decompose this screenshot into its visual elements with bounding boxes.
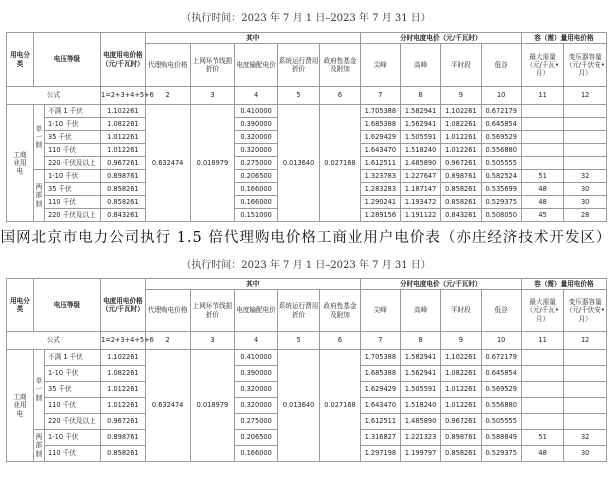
demand-cell: 48 [521,196,564,209]
header-proxy: 代理购电价格 [145,44,190,87]
flat-cell: 0.967261 [441,414,481,430]
transmission-cell: 0.151000 [235,209,278,222]
high-cell: 1.485890 [400,157,440,170]
transmission-cell: 0.410000 [235,350,278,366]
formula-c6: 6 [320,332,360,350]
demand-cell [521,350,564,366]
low-cell: 0.588849 [481,430,521,446]
formula-c2: 2 [145,87,190,105]
low-cell: 0.556880 [481,144,521,157]
formula-c8: 8 [400,87,440,105]
total-cell: 0.858261 [101,446,146,462]
peak-cell: 1.629429 [360,131,400,144]
demand-cell [521,144,564,157]
flat-cell: 0.858261 [441,196,481,209]
transmission-cell: 0.410000 [235,105,278,118]
header-category: 用电分类 [7,33,34,87]
low-cell: 0.556880 [481,398,521,414]
high-cell: 1.227647 [400,170,440,183]
capacity-cell: 28 [564,209,607,222]
capacity-cell: 32 [564,170,607,183]
flat-cell: 0.843261 [441,209,481,222]
low-cell: 0.505555 [481,157,521,170]
flat-cell: 1.012261 [441,398,481,414]
high-cell: 1.221323 [400,430,440,446]
voltage-cell: 1-10 千伏 [45,366,101,382]
header-capacity: 变压器容量（元/千伏安•月） [564,290,607,332]
capacity-cell [564,414,607,430]
peak-cell: 1.297198 [360,446,400,462]
voltage-cell: 35 千伏 [45,131,101,144]
execution-period-2: （执行时间：2023 年 7 月 1 日–2023 年 7 月 31 日） [181,260,431,271]
formula-c12: 12 [564,332,607,350]
proxy-price-cell: 0.632474 [145,350,190,462]
header-group-components: 其中 [145,279,360,290]
table-row [7,350,607,366]
category-cell: 工商业用电 [7,105,34,222]
flat-cell: 0.858261 [441,183,481,196]
header-grid: 上网环节线损折价 [190,44,235,87]
demand-cell [521,382,564,398]
demand-cell [521,118,564,131]
capacity-cell: 30 [564,446,607,462]
header-system: 系统运行费用折价 [277,290,320,332]
voltage-cell: 110 千伏 [45,446,101,462]
execution-period: （执行时间：2023 年 7 月 1 日–2023 年 7 月 31 日） [181,13,431,24]
header-peak: 尖峰 [360,290,400,332]
demand-cell [521,414,564,430]
high-cell: 1.582941 [400,350,440,366]
low-cell: 0.535699 [481,183,521,196]
formula-c7: 7 [360,87,400,105]
transmission-cell: 0.320000 [235,131,278,144]
header-voltage: 电压等级 [33,33,100,87]
capacity-cell [564,382,607,398]
header-demand: 最大需量（元/千瓦•月） [521,290,564,332]
transmission-cell: 0.206500 [235,170,278,183]
peak-cell: 1.685388 [360,366,400,382]
total-cell: 1.082261 [101,118,146,131]
low-cell: 0.645854 [481,118,521,131]
total-cell: 0.967261 [101,414,146,430]
demand-cell [521,131,564,144]
flat-cell: 0.858261 [441,446,481,462]
peak-cell: 1.685388 [360,118,400,131]
demand-cell [521,398,564,414]
transmission-cell: 0.275000 [235,414,278,430]
total-cell: 1.012261 [101,144,146,157]
header-flat: 平时段 [441,44,481,87]
gov-fund-cell: 0.027168 [320,350,360,462]
high-cell: 1.505591 [400,382,440,398]
flat-cell: 1.012261 [441,382,481,398]
transmission-cell: 0.166000 [235,446,278,462]
header-group-tou: 分时电度电价（元/千瓦时） [360,279,521,290]
formula-total: 1=2+3+4+5+6 [101,332,146,350]
transmission-cell: 0.320000 [235,398,278,414]
capacity-cell: 30 [564,183,607,196]
header-system: 系统运行费用折价 [277,44,320,87]
flat-cell: 1.012261 [441,144,481,157]
transmission-cell: 0.206500 [235,430,278,446]
transmission-cell: 0.320000 [235,144,278,157]
header-capacity: 变压器容量（元/千伏安•月） [564,44,607,87]
voltage-cell: 1-10 千伏 [45,170,101,183]
total-cell: 0.898761 [101,430,146,446]
formula-c8: 8 [400,332,440,350]
grid-loss-cell: 0.018979 [190,105,235,222]
formula-c9: 9 [441,87,481,105]
formula-c11: 11 [521,332,564,350]
demand-cell [521,105,564,118]
flat-cell: 1.082261 [441,118,481,131]
low-cell: 0.672179 [481,350,521,366]
header-group-tou: 分时电度电价（元/千瓦时） [360,33,521,44]
gov-fund-cell: 0.027168 [320,105,360,222]
flat-cell: 0.967261 [441,157,481,170]
flat-cell: 1.082261 [441,366,481,382]
proxy-price-cell: 0.632474 [145,105,190,222]
total-cell: 0.858261 [101,183,146,196]
total-cell: 1.012261 [101,131,146,144]
formula-c12: 12 [564,87,607,105]
header-grid: 上网环节线损折价 [190,290,235,332]
formula-c4: 4 [235,332,278,350]
capacity-cell [564,398,607,414]
capacity-cell [564,105,607,118]
low-cell: 0.645854 [481,366,521,382]
peak-cell: 1.289156 [360,209,400,222]
flat-cell: 1.102261 [441,350,481,366]
total-cell: 0.967261 [101,157,146,170]
high-cell: 1.562941 [400,366,440,382]
demand-cell [521,366,564,382]
high-cell: 1.193472 [400,196,440,209]
two-part-label: 两部制 [33,170,44,222]
flat-cell: 0.898761 [441,170,481,183]
high-cell: 1.518240 [400,398,440,414]
voltage-cell: 220 千伏及以上 [45,209,101,222]
second-table-title: 国网北京市电力公司执行 1.5 倍代理购电价格工商业用户电价表（亦庄经济技术开发区） [0,230,612,246]
total-cell: 1.012261 [101,382,146,398]
peak-cell: 1.643470 [360,398,400,414]
formula-c11: 11 [521,87,564,105]
header-high: 高峰 [400,44,440,87]
single-part-label: 单一制 [33,105,44,170]
total-cell: 1.082261 [101,366,146,382]
peak-cell: 1.705388 [360,350,400,366]
transmission-cell: 0.390000 [235,118,278,131]
formula-c7: 7 [360,332,400,350]
total-cell: 1.102261 [101,350,146,366]
header-gov: 政府性基金及附加 [320,290,360,332]
header-peak: 尖峰 [360,44,400,87]
header-voltage: 电压等级 [33,279,100,332]
voltage-cell: 不满 1 千伏 [45,350,101,366]
low-cell: 0.569529 [481,382,521,398]
system-fee-cell: 0.013640 [277,105,320,222]
peak-cell: 1.612511 [360,414,400,430]
header-high: 高峰 [400,290,440,332]
total-cell: 0.843261 [101,209,146,222]
low-cell: 0.529375 [481,446,521,462]
voltage-cell: 35 千伏 [45,183,101,196]
system-fee-cell: 0.013640 [277,350,320,462]
high-cell: 1.562941 [400,118,440,131]
formula-c3: 3 [190,332,235,350]
header-group-capacity: 容（需）量用电价格 [521,279,606,290]
voltage-cell: 110 千伏 [45,196,101,209]
header-trans: 电度输配电价 [235,290,278,332]
peak-cell: 1.316827 [360,430,400,446]
high-cell: 1.191122 [400,209,440,222]
capacity-cell [564,131,607,144]
header-low: 低谷 [481,290,521,332]
capacity-cell [564,144,607,157]
peak-cell: 1.643470 [360,144,400,157]
formula-c5: 5 [277,332,320,350]
table-row [7,105,607,118]
transmission-cell: 0.166000 [235,183,278,196]
header-demand: 最大需量（元/千瓦•月） [521,44,564,87]
formula-c10: 10 [481,332,521,350]
total-cell: 1.102261 [101,105,146,118]
voltage-cell: 1-10 千伏 [45,118,101,131]
single-part-label: 单一制 [33,350,44,430]
voltage-cell: 110 千伏 [45,398,101,414]
high-cell: 1.485890 [400,414,440,430]
formula-total: 1=2+3+4+5+6 [101,87,146,105]
transmission-cell: 0.390000 [235,366,278,382]
low-cell: 0.505555 [481,414,521,430]
formula-c2: 2 [145,332,190,350]
low-cell: 0.672179 [481,105,521,118]
voltage-cell: 1-10 千伏 [45,430,101,446]
voltage-cell: 110 千伏 [45,144,101,157]
formula-c4: 4 [235,87,278,105]
formula-c3: 3 [190,87,235,105]
peak-cell: 1.323783 [360,170,400,183]
demand-cell: 51 [521,430,564,446]
voltage-cell: 不满 1 千伏 [45,105,101,118]
high-cell: 1.582941 [400,105,440,118]
capacity-cell [564,350,607,366]
formula-c9: 9 [441,332,481,350]
transmission-cell: 0.166000 [235,196,278,209]
total-cell: 1.012261 [101,398,146,414]
high-cell: 1.187147 [400,183,440,196]
peak-cell: 1.283283 [360,183,400,196]
header-total: 电度用电价格（元/千瓦时） [101,33,146,87]
header-group-capacity: 容（需）量用电价格 [521,33,606,44]
header-proxy: 代理购电价格 [145,290,190,332]
capacity-cell [564,157,607,170]
low-cell: 0.582524 [481,170,521,183]
header-trans: 电度输配电价 [235,44,278,87]
header-category: 用电分类 [7,279,34,332]
peak-cell: 1.705388 [360,105,400,118]
two-part-label: 两部制 [33,430,44,462]
formula-c6: 6 [320,87,360,105]
flat-cell: 0.898761 [441,430,481,446]
low-cell: 0.529375 [481,196,521,209]
capacity-cell: 32 [564,430,607,446]
header-gov: 政府性基金及附加 [320,44,360,87]
flat-cell: 1.012261 [441,131,481,144]
high-cell: 1.505591 [400,131,440,144]
capacity-cell: 30 [564,196,607,209]
voltage-cell: 220 千伏及以上 [45,157,101,170]
formula-label: 公式 [7,87,101,105]
formula-c5: 5 [277,87,320,105]
formula-c10: 10 [481,87,521,105]
voltage-cell: 220 千伏及以上 [45,414,101,430]
high-cell: 1.199797 [400,446,440,462]
header-group-components: 其中 [145,33,360,44]
flat-cell: 1.102261 [441,105,481,118]
demand-cell [521,157,564,170]
total-cell: 0.858261 [101,196,146,209]
header-flat: 平时段 [441,290,481,332]
demand-cell: 51 [521,170,564,183]
header-low: 低谷 [481,44,521,87]
total-cell: 0.898761 [101,170,146,183]
demand-cell: 45 [521,209,564,222]
transmission-cell: 0.275000 [235,157,278,170]
demand-cell: 48 [521,446,564,462]
low-cell: 0.508050 [481,209,521,222]
peak-cell: 1.290241 [360,196,400,209]
voltage-cell: 35 千伏 [45,382,101,398]
category-cell: 工商业用电 [7,350,34,462]
transmission-cell: 0.320000 [235,382,278,398]
demand-cell: 48 [521,183,564,196]
capacity-cell [564,118,607,131]
capacity-cell [564,366,607,382]
formula-label: 公式 [7,332,101,350]
high-cell: 1.518240 [400,144,440,157]
grid-loss-cell: 0.018979 [190,350,235,462]
peak-cell: 1.612511 [360,157,400,170]
peak-cell: 1.629429 [360,382,400,398]
header-total: 电度用电价格（元/千瓦时） [101,279,146,332]
low-cell: 0.569529 [481,131,521,144]
